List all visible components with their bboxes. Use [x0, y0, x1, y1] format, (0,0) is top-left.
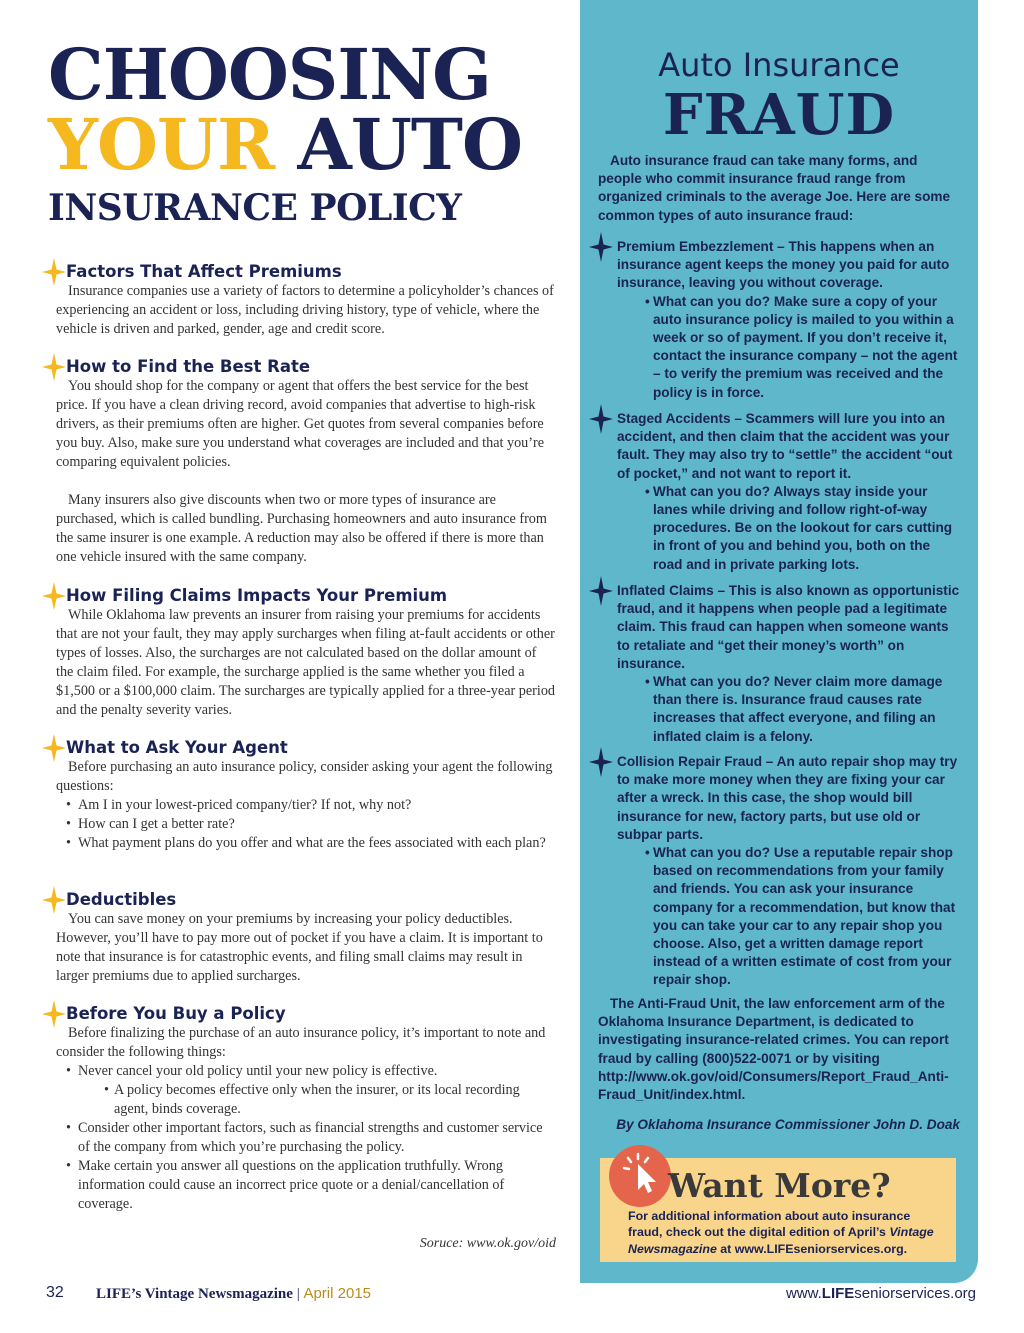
- section-best-rate: [56, 357, 556, 567]
- gold-star-icon: [42, 734, 66, 762]
- website-url[interactable]: www.LIFEseniorservices.org: [785, 1285, 976, 1302]
- list-item: • Am I in your lowest-priced company/tier? If not, why not?: [56, 796, 556, 815]
- page-number: 32: [46, 1284, 64, 1301]
- navy-star-icon: [589, 576, 613, 606]
- sidebar-intro: Auto insurance fraud can take many forms, and people who commit insurance fraud range from organized criminals to the average Joe. Here are some common types of auto insurance fraud:: [598, 153, 951, 223]
- paragraph: You should shop for the company or agent that offers the best service for the best price. If you have a clean driving record, avoid companies that advertise to high-risk drivers, as their premiums often are higher. Get quotes from several companies before you buy. Also, make sure you understand what coverages are included and that you’re comparing equivalent policies.: [56, 378, 545, 470]
- section-factors: [56, 262, 556, 339]
- fraud-item-embezzlement: Premium Embezzlement – This happens when an insurance agent keeps the money you paid for auto insurance, leaving you without coverage. • What can you do? Make sure a copy of your auto insurance policy is mailed to you within a week or so of payment. If you don’t receive it, contact the insurance company – not the agent – to verify the premium was received and the policy is in force.: [617, 238, 962, 402]
- title-line-3: INSURANCE POLICY: [48, 187, 462, 229]
- issue-month: April 2015: [303, 1285, 371, 1302]
- sidebar-subtitle: Auto Insurance: [658, 46, 900, 84]
- anti-fraud-paragraph: The Anti-Fraud Unit, the law enforcement arm of the Oklahoma Insurance Department, is dedicated to investigating insurance-related crimes. You can report fraud by calling (800)522-0071 or by visiting http://www.ok.gov/oid/Consumers/Report_Fraud_Anti-Fraud_Unit/index.html.: [598, 996, 949, 1103]
- fraud-item-inflated: Inflated Claims – This is also known as opportunistic fraud, and it happens when people pad a legitimate claim. This fraud can happen when someone wants to retaliate and “get their money’s worth” on insurance. • What can you do? Never claim more damage than there is. Insurance fraud causes rate increases that affect everyone, and filing an inflated claim is a felony.: [617, 582, 962, 746]
- gold-star-icon: [42, 353, 66, 381]
- gold-star-icon: [42, 886, 66, 914]
- navy-star-icon: [589, 232, 613, 262]
- title-line-2: [48, 103, 558, 186]
- paragraph: You can save money on your premiums by increasing your policy deductibles. However, you’ll have to pay more out of pocket if you have a claim. It is important to note that insurance is for catastrophic events, and filing small claims may result in larger premiums due to applied surcharges.: [56, 911, 543, 984]
- source-credit: Soruce: www.ok.gov/oid: [419, 1236, 556, 1251]
- byline: By Oklahoma Insurance Commissioner John D. Doak: [616, 1117, 960, 1132]
- section-heading: How to Find the Best Rate: [56, 357, 556, 377]
- click-cursor-icon: [608, 1144, 672, 1208]
- paragraph: Insurance companies use a variety of factors to determine a policyholder’s chances of experiencing an accident or loss, including driving history, type of vehicle, where the vehicle is driven and parked, gender, age and credit score.: [56, 283, 554, 337]
- section-deductibles: [56, 890, 556, 986]
- gold-star-icon: [42, 1000, 66, 1028]
- section-claims: [56, 586, 556, 720]
- paragraph: Before purchasing an auto insurance policy, consider asking your agent the following questions:: [56, 759, 553, 794]
- want-more-callout: [600, 1158, 956, 1262]
- gold-star-icon: [42, 582, 66, 610]
- fraud-item-collision: Collision Repair Fraud – An auto repair shop may try to make more money when they are fixing your car after a wreck. In this case, the shop would bill insurance for new, factory parts, but use old or subpar parts. • What can you do? Use a reputable repair shop based on recommendations from your family and friends. You can ask your insurance company for a recommendation, but know that you can take your car to any repair shop you choose. Also, get a written damage report instead of a written estimate of cost from your repair shop.: [617, 753, 962, 990]
- section-ask-agent: [56, 738, 556, 853]
- section-heading: What to Ask Your Agent: [56, 738, 556, 758]
- list-item: • Make certain you answer all questions on the application truthfully. Wrong information could cause an incorrect price quote or a denial/cancellation of coverage.: [56, 1157, 556, 1214]
- want-more-title: Want More?: [668, 1166, 891, 1205]
- paragraph: Many insurers also give discounts when two or more types of insurance are purchased, which is called bundling. Purchasing homeowners and auto insurance from the same insurer is one example. A reduction may also be offered if there is more than one vehicle insured with the same company.: [56, 492, 547, 565]
- list-item: • How can I get a better rate?: [56, 815, 556, 834]
- list-item: • Consider other important factors, such as financial strengths and customer service of the company from which you’re purchasing the policy.: [56, 1119, 556, 1157]
- paragraph: Before finalizing the purchase of an auto insurance policy, it’s important to note and consider the following things:: [56, 1025, 546, 1060]
- section-heading: How Filing Claims Impacts Your Premium: [56, 586, 556, 606]
- article-header: [48, 33, 558, 229]
- fraud-sidebar: [580, 0, 978, 1283]
- title-highlight: YOUR: [48, 103, 275, 186]
- section-heading: Factors That Affect Premiums: [56, 262, 556, 282]
- section-heading: Before You Buy a Policy: [56, 1004, 556, 1024]
- question-list: [56, 796, 556, 853]
- title-line-2-rest: AUTO: [297, 103, 522, 186]
- consider-list: [56, 1062, 556, 1214]
- navy-star-icon: [589, 747, 613, 777]
- sidebar-title: FRAUD: [662, 82, 896, 148]
- paragraph: While Oklahoma law prevents an insurer from raising your premiums for accidents that are not your fault, they may apply surcharges when filing at-fault accidents or other types of losses. Also, the surcharges are not calculated based on the dollar amount of the claim filed. For example, the surcharge applied is the same whether you filed a $1,500 or a $100,000 claim. The surcharges are typically applied for a three-year period and the penalty severity varies.: [56, 607, 556, 718]
- title-line-1: CHOOSING: [48, 33, 491, 116]
- list-item: • Never cancel your old policy until your new policy is effective.: [56, 1062, 556, 1081]
- want-more-body: For additional information about auto insurance fraud, check out the digital edition of April’s Vintage Newsmagazine at www.LIFEseniorservices.org.: [628, 1209, 934, 1256]
- list-item: • What payment plans do you offer and what are the fees associated with each plan?: [56, 834, 556, 853]
- section-before-buy: [56, 1004, 556, 1214]
- navy-star-icon: [589, 404, 613, 434]
- gold-star-icon: [42, 258, 66, 286]
- list-subitem: • A policy becomes effective only when the insurer, or its local recording agent, binds coverage.: [56, 1081, 556, 1119]
- fraud-item-staged: Staged Accidents – Scammers will lure you into an accident, and then claim that the accident was your fault. They may also try to “settle” the accident “out of pocket,” and not want to report it. • What can you do? Always stay inside your lanes while driving and follow right-of-way procedures. Be on the lookout for cars cutting in front of you and behind you, both on the road and in private parking lots.: [617, 410, 962, 574]
- section-heading: Deductibles: [56, 890, 556, 910]
- magazine-name: LIFE’s Vintage Newsmagazine | April 2015: [96, 1285, 371, 1302]
